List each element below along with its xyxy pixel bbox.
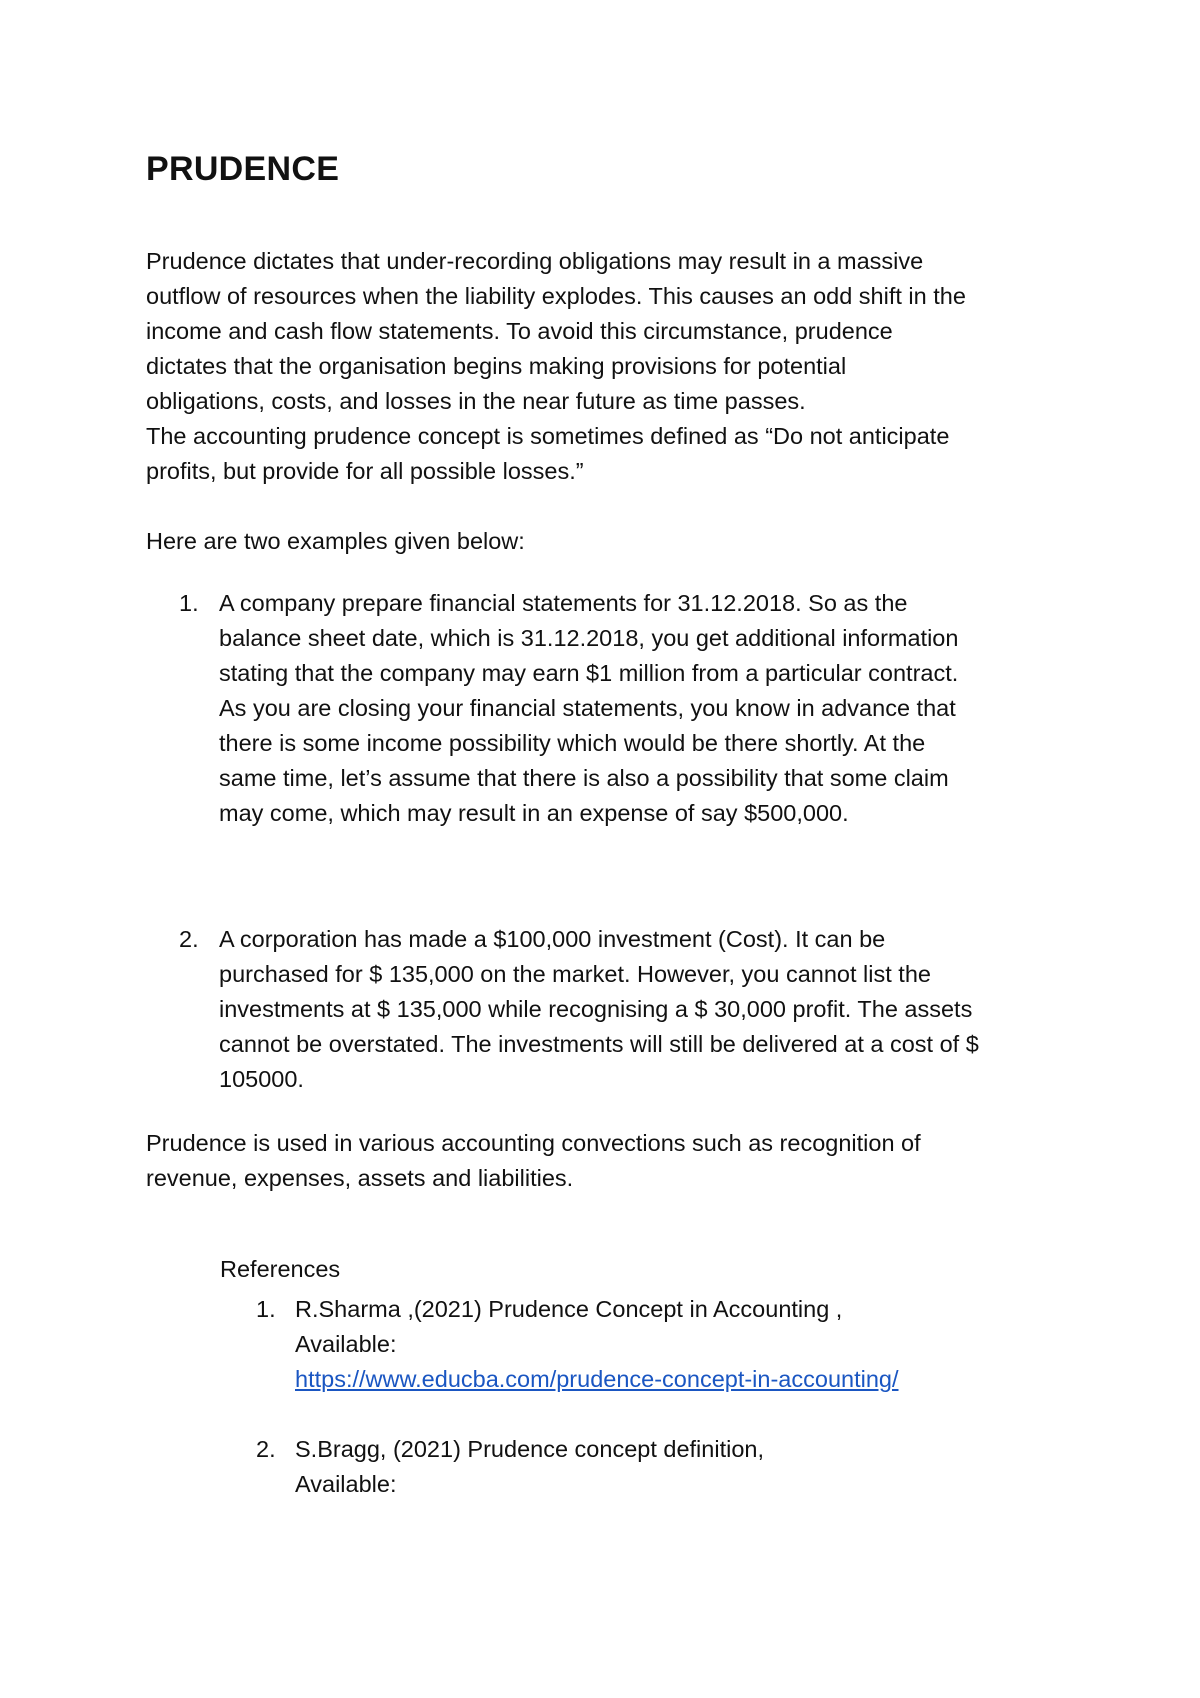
examples-intro: Here are two examples given below: (146, 528, 525, 554)
intro-line: outflow of resources when the liability explodes. This causes an odd shift in the (146, 283, 966, 309)
intro-line: Prudence dictates that under-recording obligations may result in a massive (146, 248, 924, 274)
list-number: 2. (256, 1436, 276, 1462)
example-line: there is some income possibility which would be there shortly. At the (219, 730, 926, 756)
reference-citation: R.Sharma ,(2021) Prudence Concept in Accounting , (295, 1296, 843, 1322)
example-line: A company prepare financial statements for 31.12.2018. So as the (219, 590, 908, 616)
list-number: 2. (179, 926, 199, 952)
intro-line: dictates that the organisation begins making provisions for potential (146, 353, 847, 379)
page-title: PRUDENCE (146, 150, 340, 188)
reference-text (295, 1432, 1115, 1502)
example-line: balance sheet date, which is 31.12.2018, you get additional information (219, 625, 959, 651)
example-text (219, 922, 1119, 1097)
list-number: 1. (179, 590, 199, 616)
example-line: stating that the company may earn $1 million from a particular contract. (219, 660, 959, 686)
reference-link[interactable]: https://www.educba.com/prudence-concept-in-accounting/ (295, 1366, 899, 1392)
intro-line: profits, but provide for all possible losses.” (146, 458, 584, 484)
example-line: As you are closing your financial statements, you know in advance that (219, 695, 956, 721)
conclusion-line: Prudence is used in various accounting convections such as recognition of (146, 1130, 921, 1156)
example-line: may come, which may result in an expense of say $500,000. (219, 800, 849, 826)
reference-text (295, 1292, 1115, 1397)
list-number: 1. (256, 1296, 276, 1322)
example-text (219, 586, 1119, 831)
intro-line: income and cash flow statements. To avoid this circumstance, prudence (146, 318, 893, 344)
reference-citation: S.Bragg, (2021) Prudence concept definition, (295, 1436, 764, 1462)
intro-paragraph (146, 244, 1086, 489)
example-line: purchased for $ 135,000 on the market. However, you cannot list the (219, 961, 931, 987)
example-line: cannot be overstated. The investments will still be delivered at a cost of $ (219, 1031, 979, 1057)
example-line: A corporation has made a $100,000 investment (Cost). It can be (219, 926, 886, 952)
reference-available-label: Available: (295, 1331, 397, 1357)
intro-line: obligations, costs, and losses in the near future as time passes. (146, 388, 806, 414)
reference-available-label: Available: (295, 1471, 397, 1497)
conclusion-line: revenue, expenses, assets and liabilities. (146, 1165, 574, 1191)
example-line: 105000. (219, 1066, 304, 1092)
example-line: investments at $ 135,000 while recognising a $ 30,000 profit. The assets (219, 996, 973, 1022)
example-line: same time, let’s assume that there is also a possibility that some claim (219, 765, 949, 791)
references-heading: References (220, 1256, 341, 1282)
intro-line: The accounting prudence concept is sometimes defined as “Do not anticipate (146, 423, 950, 449)
conclusion-paragraph (146, 1126, 1086, 1196)
